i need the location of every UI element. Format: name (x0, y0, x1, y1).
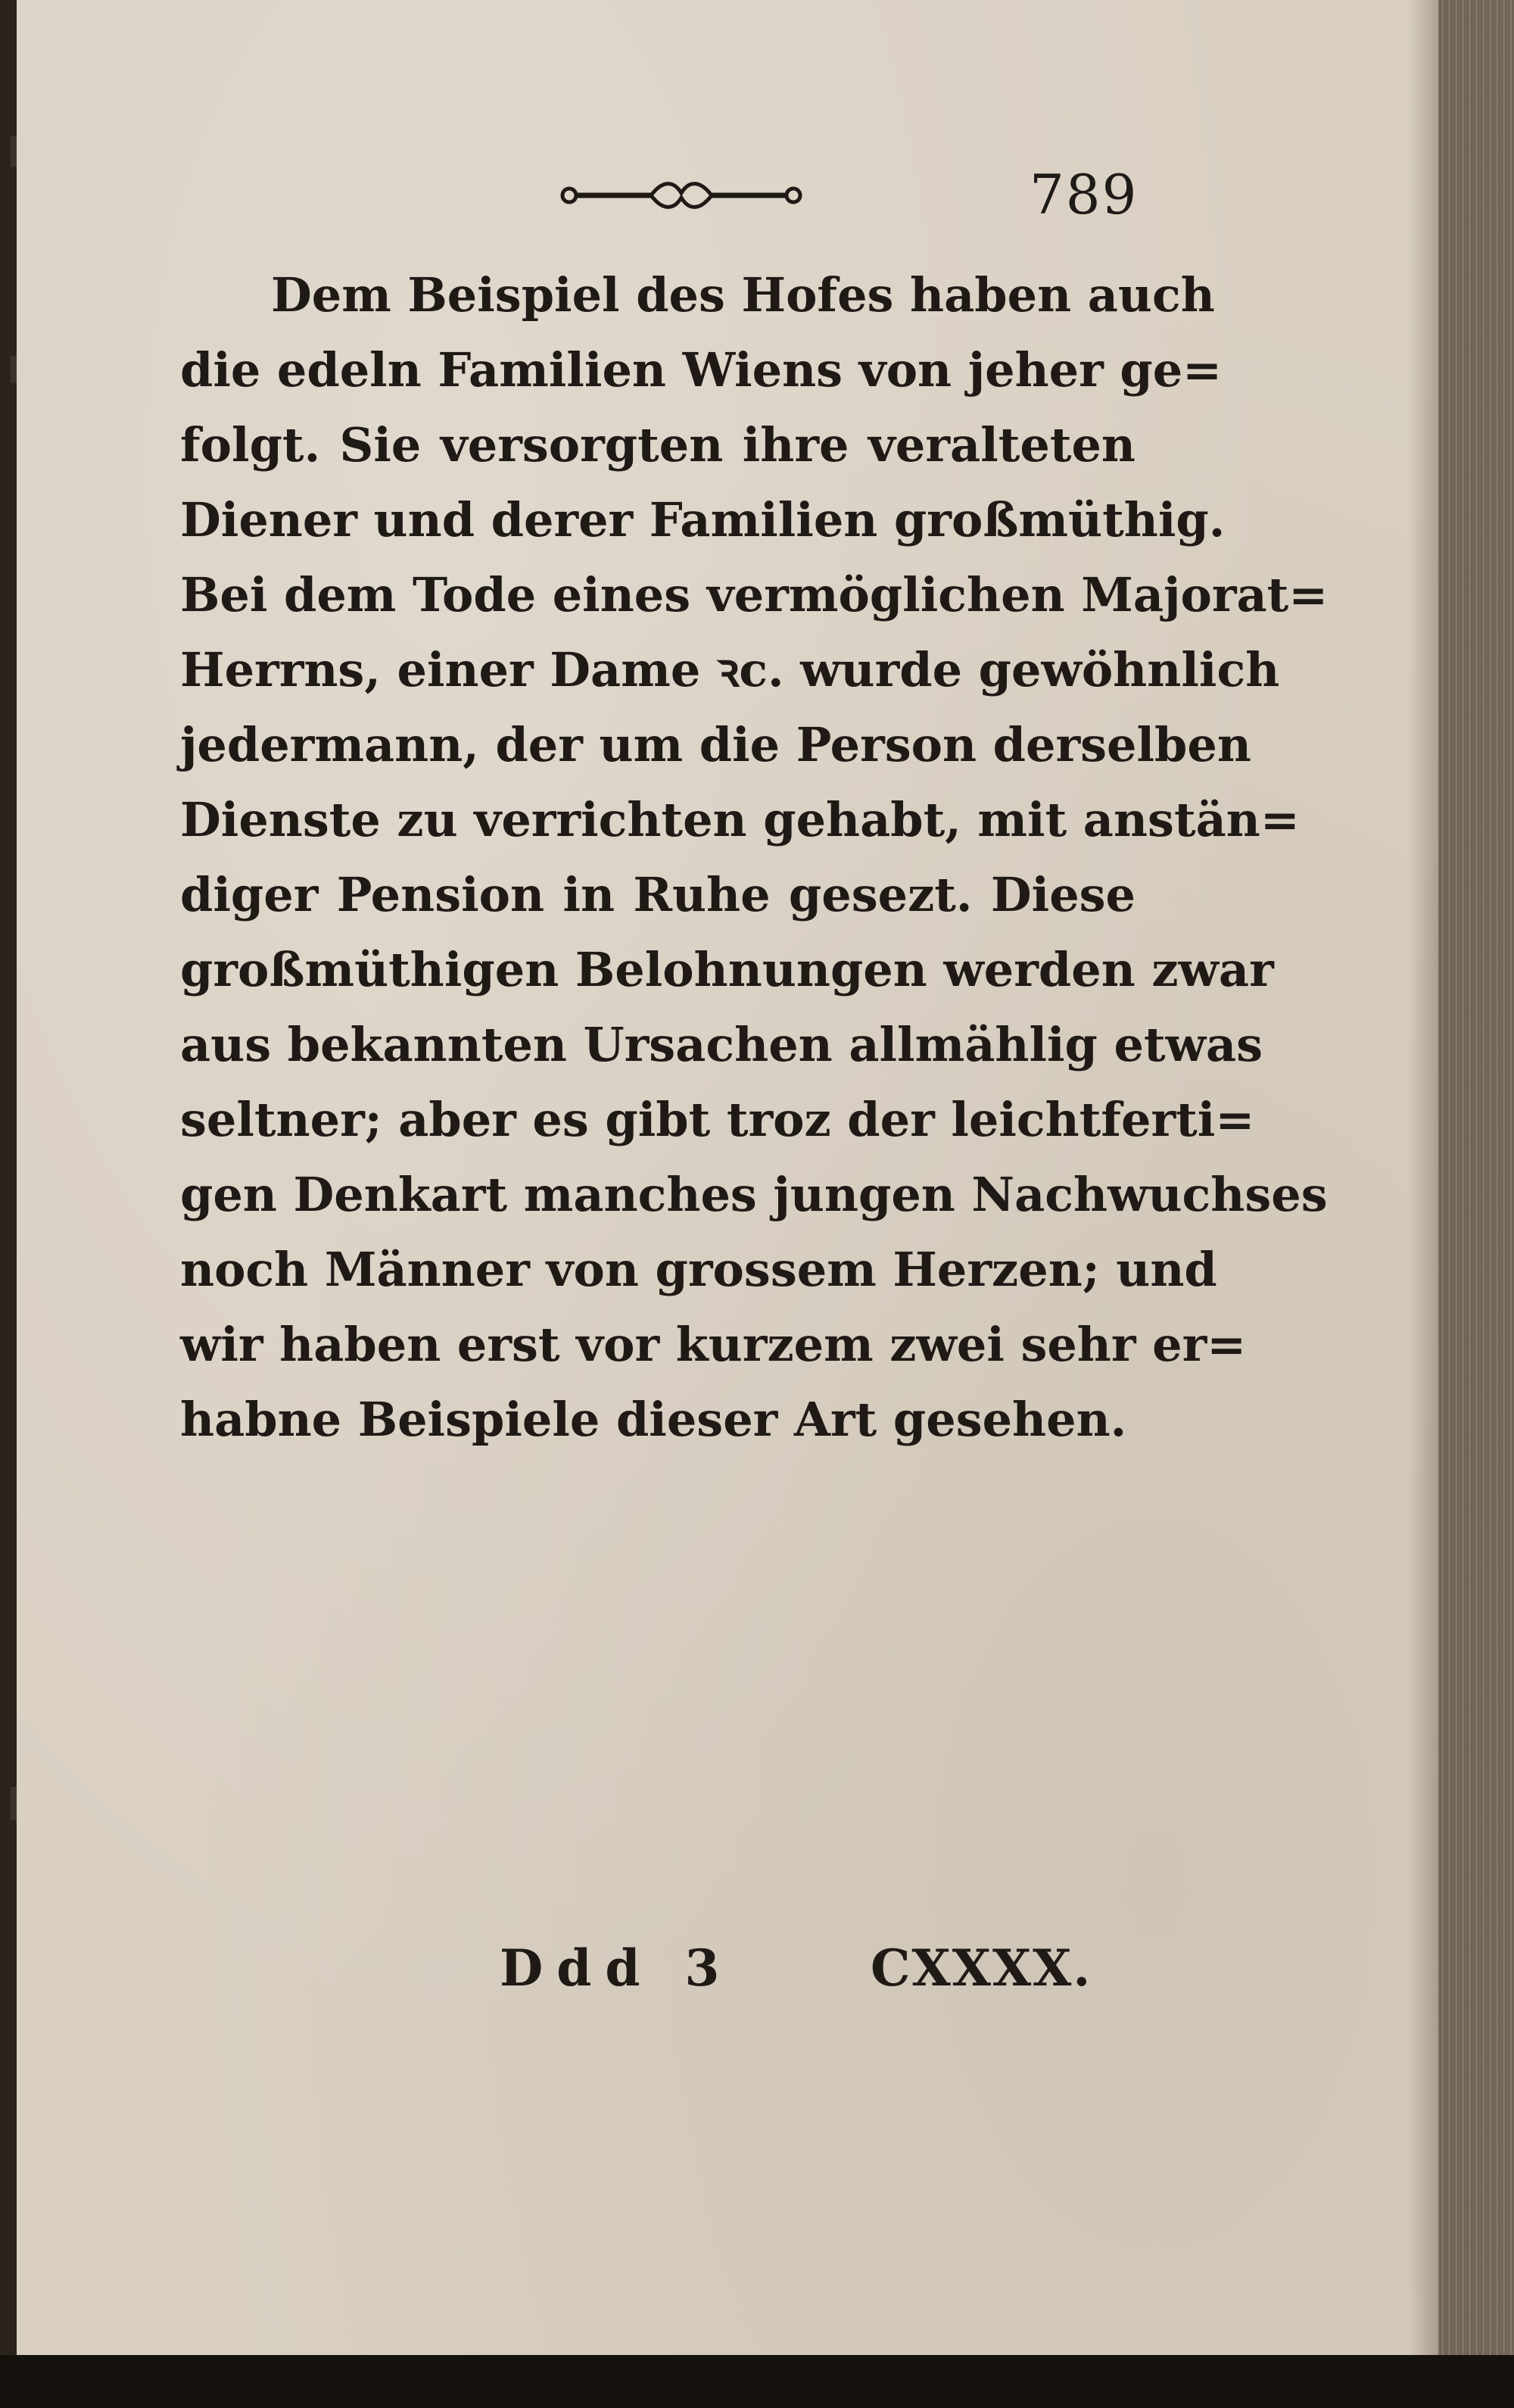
text-line: Bei dem Tode eines vermöglichen Majorat= (180, 567, 1329, 622)
text-line: diger Pension in Ruhe gesezt. Diese (180, 867, 1136, 922)
scroll-ornament-icon (560, 176, 802, 214)
binding-edge (0, 0, 17, 2408)
text-line: Diener und derer Familien großmüthig. (180, 492, 1226, 547)
text-line: seltner; aber es gibt troz der leichtferti= (180, 1092, 1255, 1147)
page-edge-stack (1438, 0, 1514, 2355)
text-line: die edeln Familien Wiens von jeher ge= (180, 342, 1223, 398)
text-line: wir haben erst vor kurzem zwei sehr er= (180, 1317, 1247, 1372)
text-line: folgt. Sie versorgten ihre veralteten (180, 417, 1136, 473)
body-paragraph (180, 257, 1329, 1457)
page-shadow (1408, 0, 1438, 2355)
page-footer (500, 1939, 1120, 2014)
catchword: CXXXX. (871, 1939, 1092, 1998)
text-line: noch Männer von grossem Herzen; und (180, 1242, 1217, 1297)
text-line: aus bekannten Ursachen allmählig etwas (180, 1017, 1263, 1072)
page-number: 789 (1030, 163, 1139, 226)
text-line: habne Beispiele dieser Art gesehen. (180, 1392, 1127, 1447)
page-header (560, 163, 1181, 231)
text-line: großmüthigen Belohnungen werden zwar (180, 942, 1274, 997)
text-line: Dienste zu verrichten gehabt, mit anstän= (180, 792, 1300, 847)
text-line: jedermann, der um die Person derselben (180, 717, 1251, 772)
text-line: Herrns, einer Dame ꝛc. wurde gewöhnlich (180, 642, 1280, 697)
text-line: Dem Beispiel des Hofes haben auch (271, 267, 1215, 323)
text-line: gen Denkart manches jungen Nachwuchses (180, 1167, 1328, 1222)
scan-background (0, 2355, 1514, 2408)
printer-signature: Ddd 3 (500, 1939, 734, 1998)
